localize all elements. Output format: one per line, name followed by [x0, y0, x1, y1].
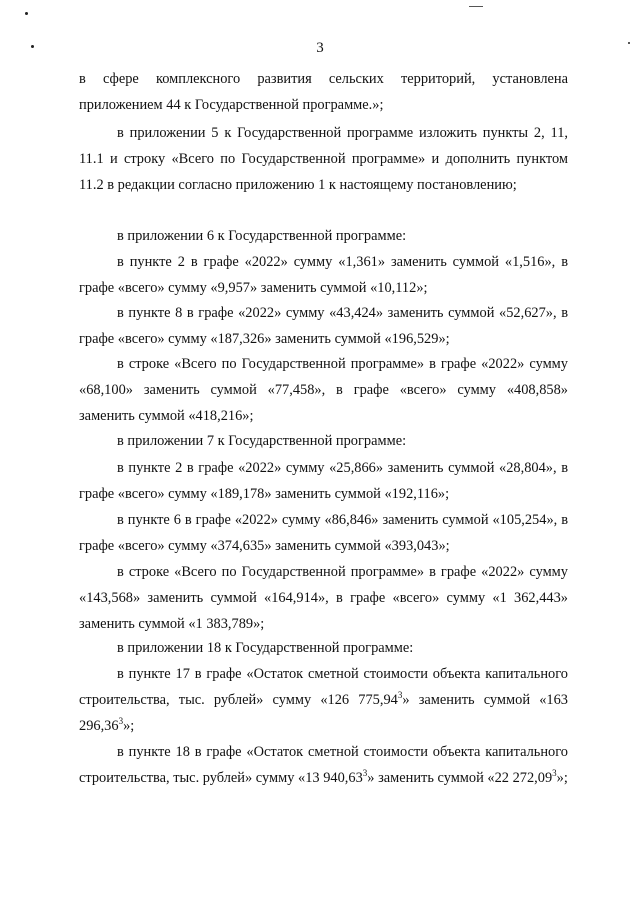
paragraph-13: в пункте 18 в графе «Остаток сметной стоимости объекта капитального строительства, тыс. рублей» сумму «13 940,63$^3$» заменить суммой «22 272,09$^3$»; [79, 744, 568, 786]
footnote-ref: 3 [397, 690, 403, 701]
paragraph-6: в строке «Всего по Государственной программе» в графе «2022» сумму «68,100» заменить суммой «77,458», в графе «всего» сумму «408,858» заменить суммой «418,216»; [79, 356, 568, 424]
footnote-ref: 3 [362, 768, 368, 779]
paragraph-2: в приложении 5 к Государственной программе изложить пункты 2, 11, 11.1 и строку «Всего по Государственной программе» и дополнить пунктом 11.2 в редакции согласно приложению 1 к настоящему постановлению; [79, 125, 568, 193]
paragraph-11: в приложении 18 к Государственной программе: [117, 640, 414, 656]
paragraph-5: в пункте 8 в графе «2022» сумму «43,424» заменить суммой «52,627», в графе «всего» сумму «187,326» заменить суммой «196,529»; [79, 305, 568, 347]
footnote-ref: 3 [552, 768, 557, 779]
paragraph-8: в пункте 2 в графе «2022» сумму «25,866» заменить суммой «28,804», в графе «всего» сумму «189,178» заменить суммой «192,116»; [79, 460, 568, 502]
scan-speck [31, 45, 34, 48]
paragraph-12: в пункте 17 в графе «Остаток сметной стоимости объекта капитального строительства, тыс. рублей» сумму «126 775,94$^3$» заменить суммой «163 296,36$^3$»; [79, 666, 568, 734]
scan-speck [25, 12, 28, 15]
footnote-ref: 3 [118, 716, 124, 727]
paragraph-4: в пункте 2 в графе «2022» сумму «1,361» заменить суммой «1,516», в графе «всего» сумму «9,957» заменить суммой «10,112»; [79, 254, 568, 296]
paragraph-7: в приложении 7 к Государственной программе: [117, 433, 407, 449]
paragraph-10: в строке «Всего по Государственной программе» в графе «2022» сумму «143,568» заменить суммой «164,914», в графе «всего» сумму «1 362,443» заменить суммой «1 383,789»; [79, 564, 568, 632]
scan-dash [469, 6, 483, 7]
paragraph-3: в приложении 6 к Государственной программе: [117, 228, 407, 244]
paragraph-1: в сфере комплексного развития сельских территорий, установлена приложением 44 к Государственной программе.»; [79, 71, 568, 113]
scan-speck [628, 42, 630, 44]
paragraph-9: в пункте 6 в графе «2022» сумму «86,846» заменить суммой «105,254», в графе «всего» сумму «374,635» заменить суммой «393,043»; [79, 512, 568, 554]
page-number: 3 [316, 40, 324, 56]
